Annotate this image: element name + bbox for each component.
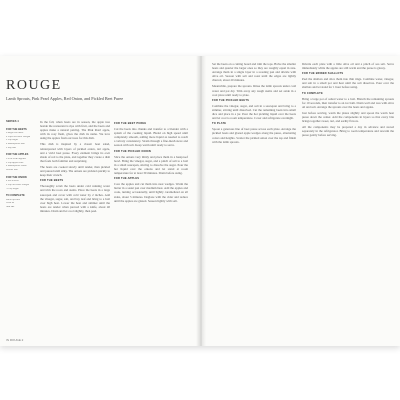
section-heading: FOR THE PICKLED BEETS [212,98,250,102]
recipe-subtitle: Lamb Sprouts, Pink Pearl Apples, Red Onion, and Pickled Beet Puree [6,96,124,101]
section-text: Cut the beets into chunks and transfer to a blender with a splash of the cooking liquid. Blend on high speed until completely smooth, adding more liquid as needed to reach a velvety consistency. Strain through a fine-mesh sieve and season with salt. Keep warm until ready to serve. [114,127,188,148]
ingredient-line: Sea salt [6,206,15,209]
ingredient-group-heading: FOR THE BEETS [6,127,27,131]
section-text: Set the beets on a cutting board and trim the tops. Halve the smaller beets and quarter the larger ones so they are roughly equal in size. Arrange them in a single layer in a roasting pan and drizzle with olive oil. Season with salt and roast until the edges are lightly charred, about 20 minutes. [212,62,296,83]
left-column-1 [40,120,110,215]
section-text: Thoroughly scrub the beets under cold running water and trim the roots and stems. Place the beets in a large saucepan and cover with cold water by 2 inches. Add the vinegar, sugar, salt, and bay leaf and bring to a boil over high heat. Lower the heat and simmer until the beets are tender when pierced with a knife, about 40 minutes. Drain and let cool slightly, then peel. [40,184,110,213]
section-text: Just before serving, warm the plates slightly and spoon the warm beet puree down the center. Add the components in layers so that every bite brings together sweet, tart, and earthy flavors. [302,110,394,124]
ingredient-line: 3 Pink Pearl apples [6,157,26,160]
section-heading: FOR THE APPLES [114,177,140,181]
section-text: All the components may be prepared a day in advance and stored separately in the refrigerator. Bring to room temperature and rewarm the puree gently before serving. [302,125,394,138]
section-heading: FOR THE PICKLED ONION [114,149,151,153]
section-heading: TO PLATE [212,122,227,126]
right-column-1 [212,62,296,146]
section-text: Peel the shallots and slice them into thin rings. Combine water, vinegar, and salt in a small pot and heat until the salt dissolves. Pour over the shallots and let stand for 1 hour before using. [302,77,394,90]
ingredient-group-heading: SERVES 4 [6,120,19,123]
book-gutter [196,56,206,346]
recipe-title: ROUGE [6,78,62,93]
section-heading: FOR THE BRINED SHALLOTS [302,72,344,76]
section-text: Combine the vinegar, sugar, and salt in a saucepan and bring to a simmer, stirring until dissolved. Cut the remaining beets into small dice and place in a jar. Pour the hot pickling liquid over the beets and let cool to room temperature. Cover and refrigerate overnight. [212,103,296,121]
ingredient-group-heading: TO COMPLETE [6,194,25,198]
ingredient-line: Olive oil [6,202,15,205]
page-folio: IN ROUGE 2 [6,338,24,342]
section-text: Slice the onions very thinly and place them in a heatproof bowl. Bring the vinegar, sugar, and a pinch of salt to a boil in a small saucepan, stirring to dissolve the sugar. Pour the hot liquid over the onions and let stand at room temperature for at least 30 minutes. Drain before using. [114,154,188,176]
book-spread [0,56,400,346]
ingredient-line: ½ cup sugar [6,187,19,190]
section-heading: FOR THE BEET PUREE [114,122,147,125]
spacer [6,210,36,213]
ingredient-line: 1 cup sugar [6,139,19,142]
ingredient-line: Lamb sprouts [6,198,20,201]
intro-paragraph: The beets are cooked slowly until tender, then pickled and pureed until silky. The onions are pickled quickly to keep their crunch. [40,164,110,178]
ingredient-group-heading: FOR THE ONION [6,175,27,179]
ingredient-line: 1 cup apple cider [6,161,24,164]
ingredient-line: 1 cup red wine vinegar [6,183,30,186]
ingredients-sidebar [6,120,36,213]
section-text: Core the apples and cut them into neat wedges. Warm the butter in a sauté pan over medium heat. Add the apples and cook, turning occasionally, until lightly caramelized on all sides, about 5 minutes. Deglaze with the cider and reduce until the apples are glazed. Season lightly with salt. [114,182,188,203]
ingredient-line: 2 cups red wine vinegar [6,135,31,138]
section-text: Spoon a generous line of beet puree across each plate. Arrange the pickled beets and glazed apple wedges along the puree, alternating colors and heights. Scatter the pickled onion over the top and finish with the lamb sprouts. [212,127,296,144]
section-heading: FOR THE BEETS [40,179,64,183]
right-page [206,56,400,346]
section-text: Bring a large pot of salted water to a boil. Blanch the remaining sprouts for 10 seconds, then transfer to an ice bath. Drain well and toss with olive oil and salt. Arrange the sprouts over the beets and apples. [302,96,394,109]
section-text: Meanwhile, prepare the sprouts. Rinse the lamb sprouts under cold water and pat dry. Trim away any tough stems and set aside in a cool place until ready to plate. [212,84,296,97]
ingredient-line: 2 tablespoons butter [6,165,27,168]
ingredient-group-heading: FOR THE APPLES [6,153,29,157]
intro-paragraph: In the fall, when beets are in season, the apple tree beside the restaurant is ripe with fruit, and the beets and apples make a natural pairing. The Pink Pearl apple, with its rosy flesh, gives the dish its name. We love using the apples from our trees for this dish. [40,120,110,141]
ingredient-line: 1 bay leaf [6,146,16,149]
ingredient-line: 2 tablespoons salt [6,143,25,146]
ingredient-line: 8 large red beets [6,132,24,134]
left-column-2 [114,120,188,205]
section-heading: TO COMPLETE [302,91,323,95]
ingredient-line: 2 red onions [6,180,19,183]
section-text: Drizzle each plate with a little olive oil and a pinch of sea salt. Serve immediately while the apples are still warm and the puree is glossy. [302,62,394,71]
right-column-2 [302,62,394,140]
ingredient-line: Kosher salt [6,169,18,171]
intro-paragraph: This dish is inspired by a classic beet salad, reinterpreted with layers of pickled onion, tart apple, and a vivid beet puree. Every element brings its own shade of red to the plate, and together they create a dish that feels both familiar and surprising. [40,142,110,163]
left-page [0,56,196,346]
